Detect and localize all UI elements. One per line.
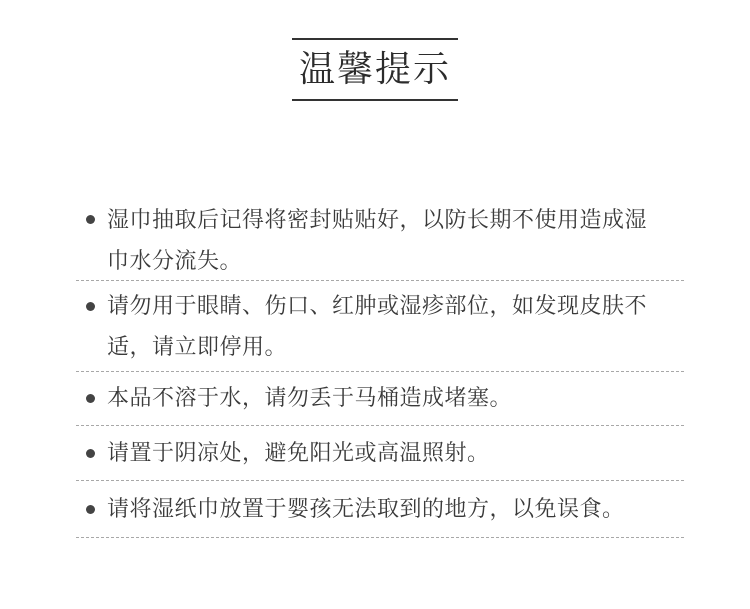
tip-text: 请将湿纸巾放置于婴孩无法取到的地方，以免误食。 (107, 497, 625, 522)
list-item (76, 200, 684, 281)
tip-text: 请置于阴凉处，避免阳光或高温照射。 (107, 441, 490, 466)
bullet-icon (86, 302, 95, 311)
tips-list (76, 200, 684, 538)
bullet-icon (86, 505, 95, 514)
page-title: 温馨提示 (298, 49, 451, 90)
title-block (292, 38, 458, 101)
bullet-icon (86, 215, 95, 224)
list-item (76, 281, 684, 372)
list-item (76, 426, 684, 481)
list-item (76, 481, 684, 538)
title-bottom-rule (292, 99, 458, 101)
title-top-rule (292, 38, 458, 40)
bullet-icon (86, 449, 95, 458)
tip-text: 湿巾抽取后记得将密封贴贴好，以防长期不使用造成湿巾水分流失。 (107, 208, 648, 274)
tip-text: 请勿用于眼睛、伤口、红肿或湿疹部位，如发现皮肤不适，请立即停用。 (107, 294, 648, 360)
tip-text: 本品不溶于水，请勿丢于马桶造成堵塞。 (107, 386, 513, 411)
list-item (76, 372, 684, 426)
bullet-icon (86, 394, 95, 403)
